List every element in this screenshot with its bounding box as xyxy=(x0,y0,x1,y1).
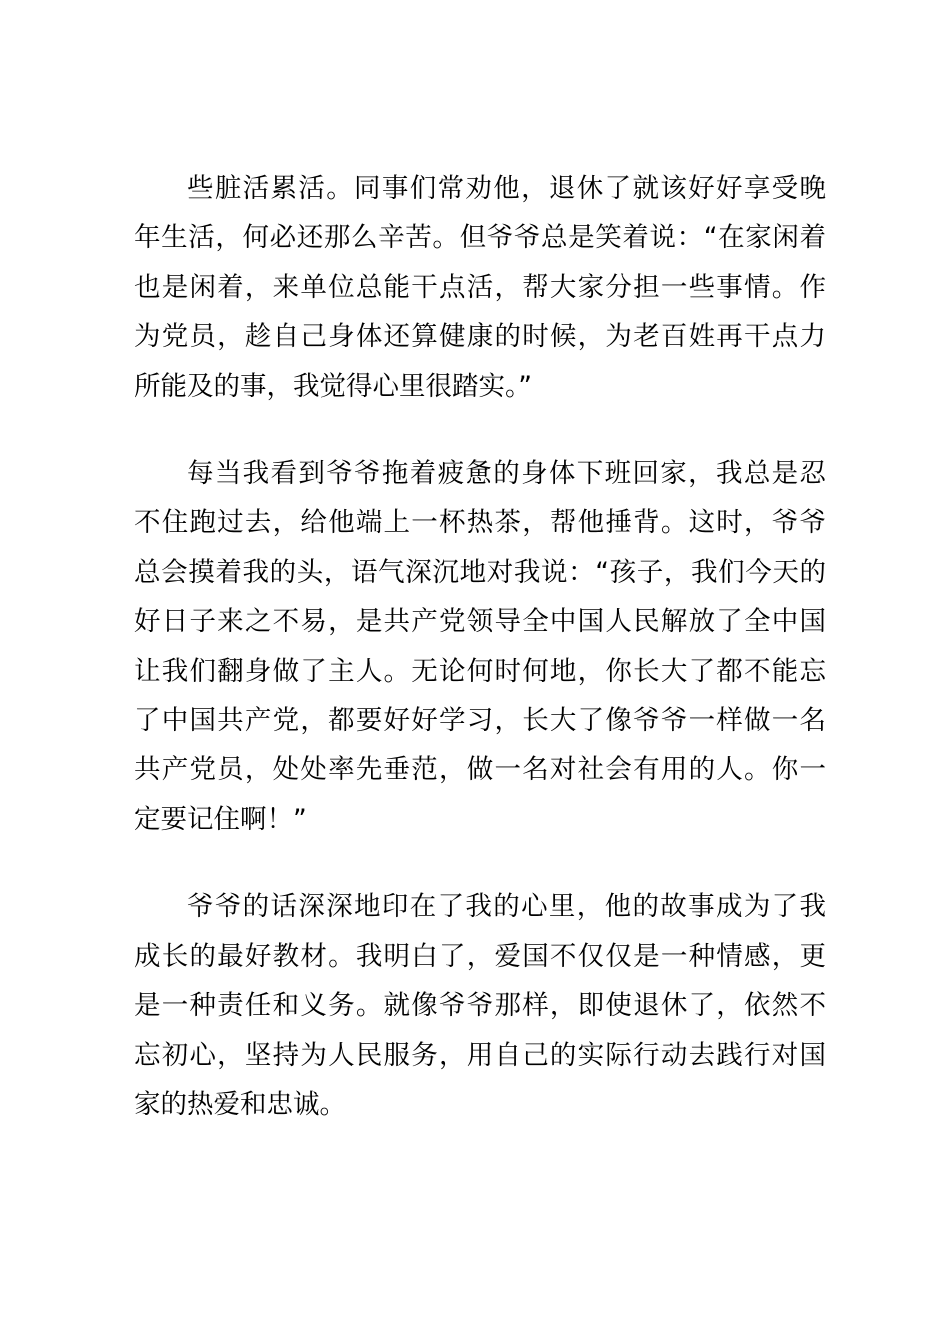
text-line: 年生活，何必还那么辛苦。但爷爷总是笑着说：“在家闲着 xyxy=(134,222,826,254)
text-line: 让我们翻身做了主人。无论何时何地，你长大了都不能忘 xyxy=(134,655,826,687)
paragraph-1 xyxy=(134,164,826,411)
text-line: 不住跑过去，给他端上一杯热茶，帮他捶背。这时，爷爷 xyxy=(134,507,826,539)
text-line: 为党员，趁自己身体还算健康的时候，为老百姓再干点力 xyxy=(134,321,826,353)
text-line: 定要记住啊！” xyxy=(134,803,307,835)
text-line: 家的热爱和忠诚。 xyxy=(134,1088,346,1120)
text-line: 成长的最好教材。我明白了，爱国不仅仅是一种情感，更 xyxy=(134,940,826,972)
paragraph-3 xyxy=(134,882,826,1129)
text-line: 忘初心，坚持为人民服务，用自己的实际行动去践行对国 xyxy=(134,1039,826,1071)
text-line: 也是闲着，来单位总能干点活，帮大家分担一些事情。作 xyxy=(134,271,826,303)
text-line: 好日子来之不易，是共产党领导全中国人民解放了全中国 xyxy=(134,606,826,638)
text-line: 每当我看到爷爷拖着疲惫的身体下班回家，我总是忍 xyxy=(187,458,826,490)
text-line: 些脏活累活。同事们常劝他，退休了就该好好享受晚 xyxy=(187,173,826,204)
text-line: 爷爷的话深深地印在了我的心里，他的故事成为了我 xyxy=(187,891,826,923)
text-line: 所能及的事，我觉得心里很踏实。” xyxy=(134,370,532,402)
text-line: 了中国共产党，都要好好学习，长大了像爷爷一样做一名 xyxy=(134,705,826,737)
paragraph-2 xyxy=(134,449,826,844)
text-line: 总会摸着我的头，语气深沉地对我说：“孩子，我们今天的 xyxy=(134,556,826,588)
text-line: 共产党员，处处率先垂范，做一名对社会有用的人。你一 xyxy=(134,754,826,786)
text-line: 是一种责任和义务。就像爷爷那样，即使退休了，依然不 xyxy=(134,990,826,1022)
